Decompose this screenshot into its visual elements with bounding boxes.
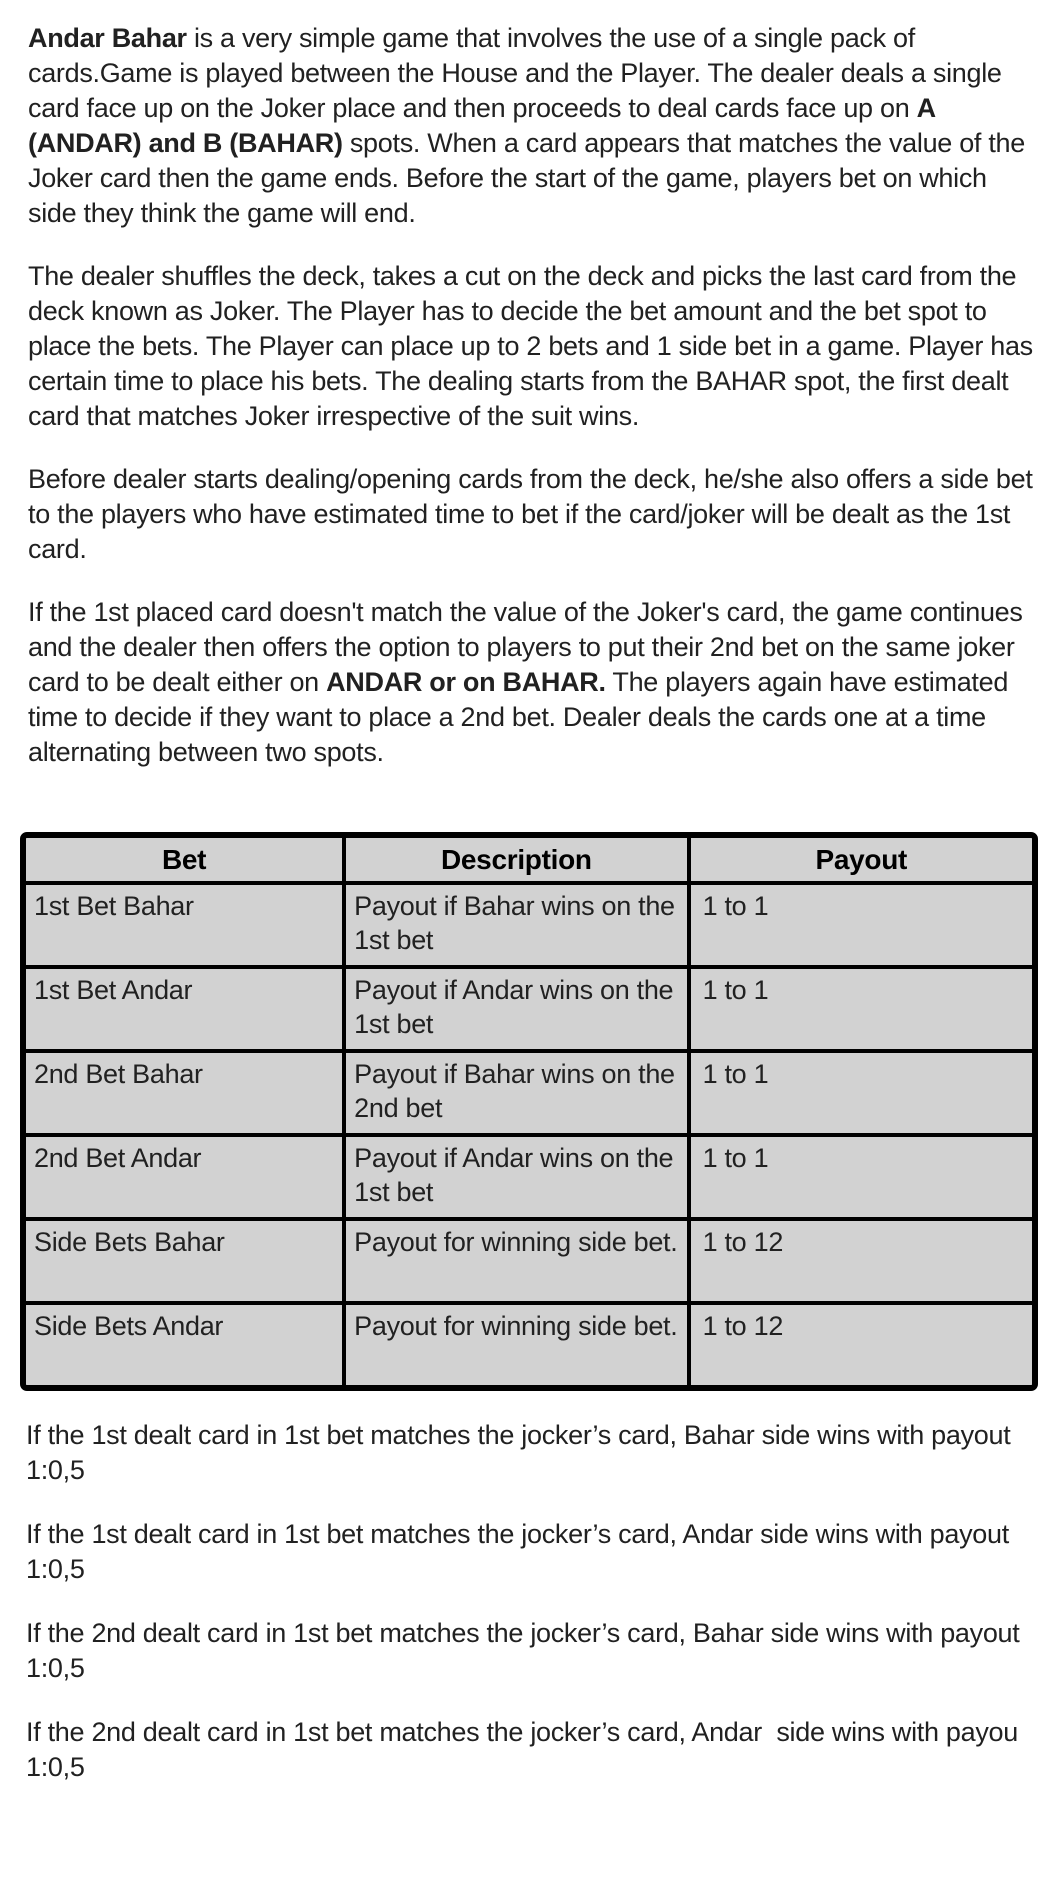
table-row xyxy=(24,883,1034,967)
description-column-header: Description xyxy=(344,836,688,883)
second-bet-paragraph xyxy=(28,595,1038,770)
description-cell: Payout if Bahar wins on the 2nd bet xyxy=(344,1051,688,1135)
payout-cell: 1 to 12 xyxy=(689,1303,1034,1387)
payout-cell: 1 to 1 xyxy=(689,1051,1034,1135)
payout-cell: 1 to 1 xyxy=(689,1135,1034,1219)
side-bet-paragraph: Before dealer starts dealing/opening cards from the deck, he/she also offers a side bet to the players who have estimated time to bet if the card/joker will be dealt as the 1st card. xyxy=(28,464,1033,564)
note-2nd-card-bahar: If the 2nd dealt card in 1st bet matches the jocker’s card, Bahar side wins with payout 1:0,5 xyxy=(26,1618,1027,1683)
payout-column-header: Payout xyxy=(689,836,1034,883)
payout-cell: 1 to 1 xyxy=(689,883,1034,967)
bet-cell: Side Bets Bahar xyxy=(24,1219,344,1303)
bet-cell: 1st Bet Andar xyxy=(24,967,344,1051)
payout-table-container xyxy=(20,832,1038,1391)
bet-cell: 2nd Bet Andar xyxy=(24,1135,344,1219)
paragraph-4-text-b: The players again have estimated time to decide if they want to place a 2nd bet. Dealer deals the cards one at a time alternating between two spots. xyxy=(28,667,1009,767)
paragraph-1-text-b: spots. When a card appears that matches the value of the Joker card then the game ends. Before the start of the game, players bet on which side they think the game will end. xyxy=(28,128,1025,228)
table-row xyxy=(24,1051,1034,1135)
payout-cell: 1 to 1 xyxy=(689,967,1034,1051)
description-cell: Payout if Bahar wins on the 1st bet xyxy=(344,883,688,967)
bet-column-header: Bet xyxy=(24,836,344,883)
game-title-bold: Andar Bahar xyxy=(28,23,187,53)
note-2nd-card-andar: If the 2nd dealt card in 1st bet matches the jocker’s card, Andar side wins with payou 1:0,5 xyxy=(26,1717,1026,1782)
table-row xyxy=(24,967,1034,1051)
description-cell: Payout if Andar wins on the 1st bet xyxy=(344,967,688,1051)
note-1st-card-bahar: If the 1st dealt card in 1st bet matches the jocker’s card, Bahar side wins with payout 1:0,5 xyxy=(26,1420,1018,1485)
payout-table xyxy=(22,834,1036,1389)
payout-cell: 1 to 12 xyxy=(689,1219,1034,1303)
description-cell: Payout for winning side bet. xyxy=(344,1219,688,1303)
table-row xyxy=(24,1135,1034,1219)
paragraph-1-text-a: is a very simple game that involves the use of a single pack of cards.Game is played between the House and the Player. The dealer deals a single card face up on the Joker place and then proceeds to deal cards face up on xyxy=(28,23,1002,123)
dealing-paragraph: The dealer shuffles the deck, takes a cut on the deck and picks the last card from the deck known as Joker. The Player has to decide the bet amount and the bet spot to place the bets. The Player can place up to 2 bets and 1 side bet in a game. Player has certain time to place his bets. The dealing starts from the BAHAR spot, the first dealt card that matches Joker irrespective of the suit wins. xyxy=(28,261,1033,431)
bet-cell: Side Bets Andar xyxy=(24,1303,344,1387)
andar-bahar-spots-bold: A (ANDAR) and B (BAHAR) xyxy=(28,93,935,158)
table-row xyxy=(24,1219,1034,1303)
payout-notes xyxy=(0,1418,1058,1785)
andar-or-bahar-bold: ANDAR or on BAHAR. xyxy=(326,667,606,697)
description-cell: Payout for winning side bet. xyxy=(344,1303,688,1387)
paragraph-4-text-a: If the 1st placed card doesn't match the value of the Joker's card, the game continues and the dealer then offers the option to players to put their 2nd bet on the same joker card to be dealt either on xyxy=(28,597,1023,697)
bet-cell: 2nd Bet Bahar xyxy=(24,1051,344,1135)
table-row xyxy=(24,1303,1034,1387)
bet-cell: 1st Bet Bahar xyxy=(24,883,344,967)
table-header-row xyxy=(24,836,1034,883)
description-cell: Payout if Andar wins on the 1st bet xyxy=(344,1135,688,1219)
note-1st-card-andar: If the 1st dealt card in 1st bet matches the jocker’s card, Andar side wins with payout 1:0,5 xyxy=(26,1519,1017,1584)
intro-paragraph-1 xyxy=(28,21,1038,231)
